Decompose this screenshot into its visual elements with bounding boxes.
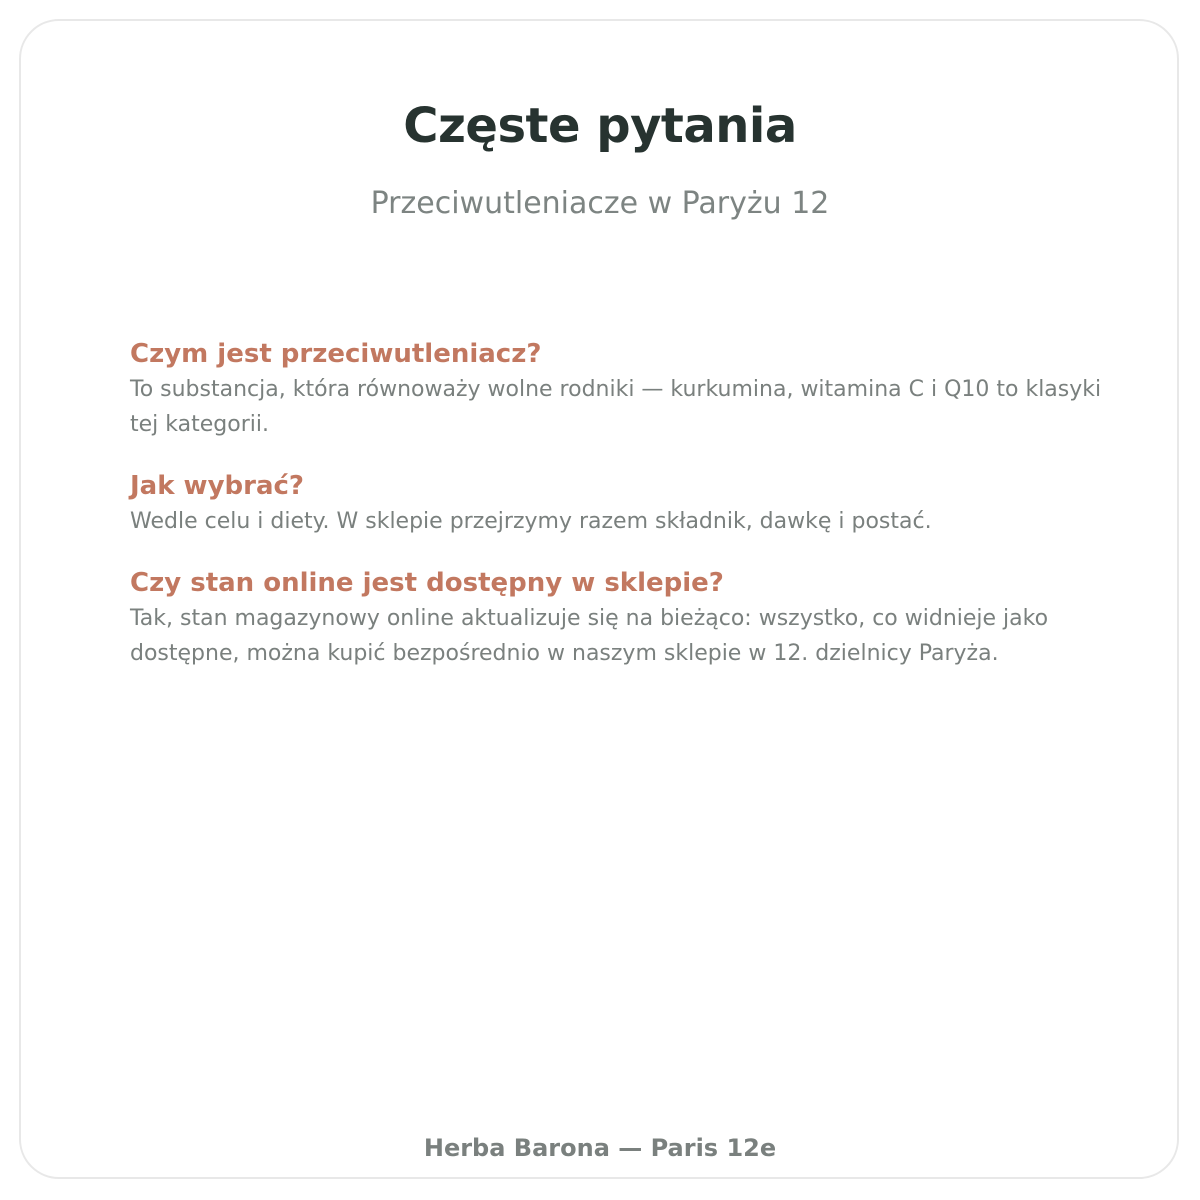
faq-question: Czym jest przeciwutleniacz? <box>130 339 542 369</box>
faq-answer: Wedle celu i diety. W sklepie przejrzymy razem składnik, dawkę i postać. <box>130 509 932 534</box>
faq-question: Czy stan online jest dostępny w sklepie? <box>130 568 724 598</box>
faq-answer: To substancja, która równoważy wolne rodniki — kurkumina, witamina C i Q10 to klasyki tej kategorii. <box>130 377 1102 437</box>
page-title: Częste pytania <box>403 98 797 154</box>
page-subtitle: Przeciwutleniacze w Paryżu 12 <box>370 186 830 221</box>
faq-question: Jak wybrać? <box>130 471 305 501</box>
footer-brand: Herba Barona — Paris 12e <box>423 1134 777 1162</box>
faq-answer: Tak, stan magazynowy online aktualizuje się na bieżąco: wszystko, co widnieje jako dostępne, można kupić bezpośrednio w naszym sklepie w 12. dzielnicy Paryża. <box>130 606 1049 666</box>
faq-list <box>130 336 1120 697</box>
faq-item <box>130 336 1120 442</box>
faq-item <box>130 565 1120 671</box>
faq-item <box>130 468 1120 539</box>
